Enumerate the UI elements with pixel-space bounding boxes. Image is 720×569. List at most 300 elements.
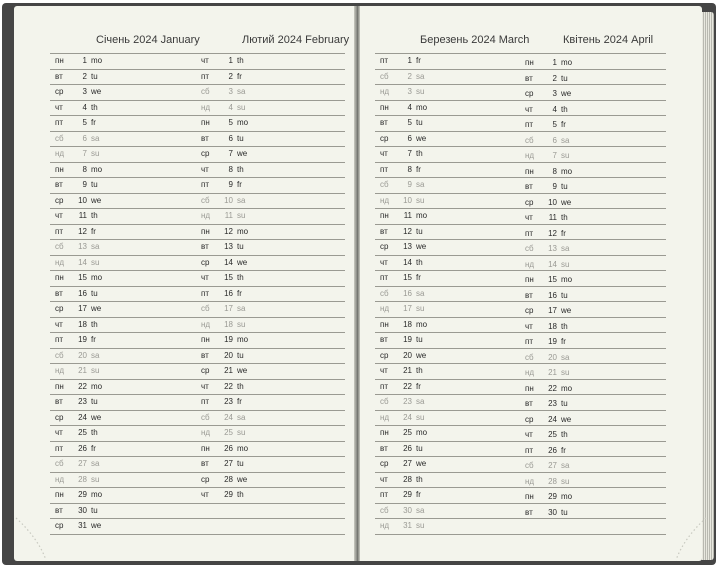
day-entry	[201, 227, 248, 236]
day-entry	[380, 165, 421, 174]
day-number: 17	[403, 304, 412, 313]
day-number: 7	[228, 149, 233, 158]
weekday-en: we	[91, 412, 102, 422]
day-entry	[380, 180, 424, 189]
weekday-ua: нд	[201, 102, 211, 112]
weekday-en: th	[416, 257, 423, 267]
day-entry	[380, 444, 423, 453]
day-entry	[55, 258, 99, 267]
weekday-ua: ср	[55, 304, 64, 313]
ruled-line	[50, 100, 345, 101]
ruled-line	[375, 301, 666, 302]
weekday-en: sa	[237, 304, 246, 313]
weekday-en: tu	[91, 505, 98, 515]
day-number: 21	[548, 368, 557, 377]
day-entry	[525, 120, 566, 129]
day-entry	[55, 335, 96, 344]
ruled-line	[50, 69, 345, 70]
ruled-line	[375, 239, 666, 240]
day-entry	[201, 351, 244, 360]
weekday-en: mo	[91, 56, 103, 65]
weekday-ua: сб	[525, 244, 534, 253]
day-entry	[201, 165, 244, 174]
day-number: 15	[403, 273, 412, 282]
weekday-en: sa	[416, 397, 425, 406]
ruled-line	[375, 441, 666, 442]
ruled-line	[50, 162, 345, 163]
ruled-line	[50, 193, 345, 194]
day-entry	[201, 459, 244, 468]
day-entry	[201, 196, 245, 205]
day-number: 18	[224, 319, 233, 329]
day-entry	[201, 72, 242, 81]
day-number: 4	[552, 104, 557, 114]
ruled-line	[375, 208, 666, 209]
day-number: 3	[228, 87, 233, 96]
weekday-en: su	[237, 102, 246, 112]
weekday-ua: чт	[525, 213, 533, 222]
weekday-ua: нд	[380, 304, 390, 313]
weekday-en: mo	[561, 492, 573, 501]
day-entry	[201, 180, 242, 189]
weekday-en: mo	[237, 118, 249, 127]
day-entry	[201, 56, 244, 65]
day-entry	[380, 118, 423, 127]
ruled-line	[375, 379, 666, 380]
ruled-line	[50, 286, 345, 287]
weekday-ua: ср	[201, 474, 210, 484]
weekday-en: sa	[416, 71, 425, 81]
ruled-line	[50, 224, 345, 225]
weekday-ua: нд	[525, 151, 535, 160]
weekday-ua: пн	[55, 273, 64, 282]
day-entry	[380, 149, 423, 158]
day-number: 11	[548, 213, 557, 222]
day-number: 25	[224, 428, 233, 437]
day-number: 30	[78, 505, 87, 515]
ruled-line	[50, 425, 345, 426]
weekday-ua: пн	[380, 102, 389, 112]
weekday-en: sa	[416, 505, 425, 515]
day-entry	[55, 382, 102, 391]
weekday-ua: чт	[201, 381, 209, 391]
weekday-ua: пт	[201, 180, 209, 189]
day-entry	[380, 397, 424, 406]
weekday-en: fr	[237, 180, 242, 189]
weekday-en: fr	[91, 118, 96, 127]
weekday-ua: пт	[201, 397, 209, 406]
weekday-ua: пт	[380, 490, 388, 499]
day-entry	[380, 428, 427, 437]
day-number: 23	[548, 399, 557, 408]
weekday-en: tu	[91, 180, 98, 189]
weekday-en: we	[416, 459, 427, 468]
day-number: 3	[552, 89, 557, 98]
day-number: 2	[552, 73, 557, 83]
day-entry	[201, 103, 245, 112]
weekday-ua: нд	[380, 521, 390, 530]
day-entry	[201, 149, 247, 158]
day-entry	[55, 428, 98, 437]
ruled-line	[50, 472, 345, 473]
ruled-line	[50, 177, 345, 178]
weekday-ua: сб	[525, 135, 534, 145]
weekday-en: mo	[237, 226, 249, 236]
day-number: 13	[78, 242, 87, 251]
weekday-en: we	[91, 87, 102, 96]
weekday-en: we	[237, 474, 248, 484]
weekday-en: mo	[561, 275, 573, 284]
weekday-en: mo	[91, 164, 103, 174]
day-entry	[55, 87, 101, 96]
day-number: 25	[78, 428, 87, 437]
day-entry	[525, 508, 568, 517]
day-entry	[55, 118, 96, 127]
ruled-line	[50, 503, 345, 504]
ruled-line	[50, 410, 345, 411]
ruled-line	[50, 239, 345, 240]
weekday-en: fr	[416, 381, 421, 391]
weekday-en: tu	[237, 350, 244, 360]
weekday-en: sa	[237, 195, 246, 205]
weekday-en: su	[237, 211, 246, 220]
ruled-line	[375, 69, 666, 70]
weekday-en: mo	[416, 428, 428, 437]
weekday-ua: вт	[525, 290, 533, 300]
weekday-ua: чт	[525, 430, 533, 439]
day-number: 14	[548, 259, 557, 269]
day-entry	[201, 134, 244, 143]
month-header-january: Січень 2024 January	[96, 34, 200, 46]
weekday-ua: пт	[201, 288, 209, 298]
weekday-ua: сб	[201, 195, 210, 205]
weekday-ua: сб	[380, 288, 389, 298]
day-entry	[525, 399, 568, 408]
weekday-en: su	[416, 87, 425, 96]
day-entry	[55, 320, 98, 329]
weekday-ua: ср	[201, 149, 210, 158]
day-number: 22	[78, 381, 87, 391]
day-number: 15	[548, 275, 557, 284]
weekday-en: tu	[91, 71, 98, 81]
day-entry	[55, 211, 98, 220]
weekday-en: mo	[91, 490, 103, 499]
weekday-ua: сб	[525, 461, 534, 470]
weekday-ua: ср	[201, 257, 210, 267]
ruled-line	[375, 487, 666, 488]
day-number: 21	[403, 366, 412, 375]
weekday-en: fr	[416, 56, 421, 65]
weekday-en: mo	[561, 58, 573, 67]
weekday-ua: пт	[525, 120, 533, 129]
weekday-ua: ср	[525, 414, 534, 424]
day-entry	[380, 490, 421, 499]
weekday-ua: ср	[380, 133, 389, 143]
day-entry	[380, 134, 426, 143]
day-number: 10	[224, 195, 233, 205]
day-entry	[55, 227, 96, 236]
weekday-en: tu	[416, 443, 423, 453]
day-entry	[380, 366, 423, 375]
day-entry	[525, 477, 569, 486]
day-number: 29	[548, 492, 557, 501]
weekday-ua: пт	[201, 71, 209, 81]
day-number: 27	[78, 459, 87, 468]
weekday-en: tu	[91, 288, 98, 298]
day-entry	[525, 492, 572, 501]
day-number: 6	[407, 133, 412, 143]
day-number: 12	[548, 228, 557, 238]
day-number: 1	[552, 58, 557, 67]
weekday-en: we	[91, 304, 102, 313]
weekday-en: fr	[237, 397, 242, 406]
weekday-ua: вт	[380, 443, 388, 453]
day-entry	[201, 444, 248, 453]
ruled-line	[50, 518, 345, 519]
ruled-line	[375, 518, 666, 519]
day-number: 18	[78, 319, 87, 329]
day-entry	[201, 211, 245, 220]
weekday-ua: нд	[380, 87, 390, 96]
day-number: 15	[78, 273, 87, 282]
weekday-ua: ср	[55, 521, 64, 530]
weekday-ua: вт	[201, 242, 209, 251]
day-entry	[201, 490, 244, 499]
day-number: 4	[82, 102, 87, 112]
weekday-ua: чт	[380, 149, 388, 158]
weekday-en: th	[237, 56, 244, 65]
weekday-en: fr	[237, 71, 242, 81]
weekday-en: tu	[561, 507, 568, 517]
weekday-en: th	[416, 149, 423, 158]
weekday-ua: пт	[380, 381, 388, 391]
day-number: 25	[403, 428, 412, 437]
ruled-line	[50, 363, 345, 364]
day-entry	[525, 229, 566, 238]
ruled-line	[375, 84, 666, 85]
weekday-ua: сб	[525, 352, 534, 362]
weekday-ua: нд	[55, 257, 65, 267]
day-entry	[201, 242, 244, 251]
day-number: 28	[548, 476, 557, 486]
day-number: 6	[82, 133, 87, 143]
weekday-en: su	[416, 304, 425, 313]
weekday-ua: сб	[380, 505, 389, 515]
weekday-en: we	[416, 242, 427, 251]
weekday-en: tu	[561, 290, 568, 300]
weekday-en: su	[91, 474, 100, 484]
weekday-en: sa	[561, 244, 570, 253]
weekday-ua: сб	[201, 304, 210, 313]
weekday-en: th	[237, 273, 244, 282]
weekday-en: mo	[561, 383, 573, 393]
day-number: 28	[224, 474, 233, 484]
day-entry	[201, 366, 247, 375]
day-entry	[525, 415, 571, 424]
weekday-ua: вт	[525, 182, 533, 191]
day-number: 25	[548, 430, 557, 439]
day-entry	[525, 58, 572, 67]
day-number: 5	[82, 118, 87, 127]
weekday-en: mo	[416, 319, 428, 329]
day-entry	[380, 56, 421, 65]
ruled-line	[50, 487, 345, 488]
weekday-ua: ср	[55, 195, 64, 205]
weekday-ua: сб	[55, 459, 64, 468]
weekday-ua: нд	[525, 476, 535, 486]
day-number: 31	[78, 521, 87, 530]
weekday-en: su	[416, 412, 425, 422]
weekday-en: tu	[561, 182, 568, 191]
page-edges	[700, 12, 714, 560]
day-entry	[380, 459, 426, 468]
weekday-en: fr	[91, 335, 96, 344]
day-number: 23	[224, 397, 233, 406]
ruled-line	[50, 270, 345, 271]
day-entry	[525, 89, 571, 98]
weekday-ua: вт	[55, 71, 63, 81]
day-number: 27	[224, 459, 233, 468]
day-entry	[55, 103, 98, 112]
day-number: 1	[407, 56, 412, 65]
day-number: 28	[403, 474, 412, 484]
weekday-en: we	[237, 257, 248, 267]
weekday-en: mo	[91, 381, 103, 391]
day-entry	[201, 304, 245, 313]
weekday-en: sa	[561, 135, 570, 145]
day-number: 12	[224, 226, 233, 236]
weekday-en: tu	[416, 226, 423, 236]
day-number: 19	[224, 335, 233, 344]
day-entry	[201, 289, 242, 298]
weekday-en: we	[561, 197, 572, 207]
weekday-ua: пн	[55, 381, 64, 391]
weekday-en: we	[91, 195, 102, 205]
day-number: 6	[552, 135, 557, 145]
day-entry	[201, 258, 247, 267]
day-entry	[525, 337, 566, 346]
day-entry	[525, 151, 569, 160]
day-entry	[55, 444, 96, 453]
weekday-ua: пт	[525, 228, 533, 238]
weekday-en: mo	[237, 335, 249, 344]
weekday-ua: ср	[55, 87, 64, 96]
day-number: 30	[548, 507, 557, 517]
weekday-ua: вт	[525, 399, 533, 408]
day-entry	[380, 196, 424, 205]
day-number: 12	[403, 226, 412, 236]
ruled-line	[375, 177, 666, 178]
weekday-ua: нд	[525, 259, 535, 269]
weekday-ua: пт	[55, 443, 63, 453]
weekday-ua: пн	[55, 490, 64, 499]
weekday-en: su	[416, 521, 425, 530]
month-header-february: Лютий 2024 February	[242, 34, 350, 46]
day-entry	[380, 413, 424, 422]
weekday-en: su	[237, 428, 246, 437]
day-number: 17	[548, 306, 557, 315]
day-entry	[380, 304, 424, 313]
weekday-ua: пн	[525, 383, 534, 393]
day-entry	[380, 227, 423, 236]
weekday-en: th	[561, 104, 568, 114]
day-number: 17	[224, 304, 233, 313]
weekday-en: fr	[237, 288, 242, 298]
day-number: 16	[403, 288, 412, 298]
day-entry	[380, 382, 421, 391]
weekday-ua: ср	[525, 89, 534, 98]
day-entry	[525, 446, 566, 455]
ruled-line	[375, 534, 666, 535]
day-number: 2	[228, 71, 233, 81]
weekday-en: mo	[416, 102, 428, 112]
day-number: 16	[224, 288, 233, 298]
day-number: 3	[82, 87, 87, 96]
weekday-en: we	[91, 521, 102, 530]
day-number: 7	[82, 149, 87, 158]
weekday-en: sa	[561, 461, 570, 470]
weekday-en: we	[561, 89, 572, 98]
weekday-en: we	[416, 350, 427, 360]
day-entry	[525, 384, 572, 393]
day-entry	[525, 198, 571, 207]
day-entry	[201, 118, 248, 127]
weekday-en: sa	[561, 352, 570, 362]
day-number: 27	[403, 459, 412, 468]
day-entry	[201, 320, 245, 329]
ruled-line	[50, 208, 345, 209]
ruled-line	[375, 456, 666, 457]
day-number: 17	[78, 304, 87, 313]
weekday-en: su	[91, 366, 100, 375]
day-number: 31	[403, 521, 412, 530]
weekday-ua: вт	[55, 505, 63, 515]
weekday-en: we	[561, 414, 572, 424]
weekday-ua: вт	[380, 118, 388, 127]
weekday-ua: ср	[380, 459, 389, 468]
weekday-en: th	[416, 366, 423, 375]
ruled-line	[375, 270, 666, 271]
weekday-ua: пн	[55, 164, 64, 174]
weekday-ua: вт	[55, 397, 63, 406]
weekday-en: mo	[416, 211, 428, 220]
weekday-en: th	[91, 319, 98, 329]
day-number: 21	[78, 366, 87, 375]
weekday-en: sa	[91, 133, 100, 143]
day-entry	[380, 475, 423, 484]
ruled-line	[375, 503, 666, 504]
weekday-ua: чт	[201, 273, 209, 282]
month-header-april: Квітень 2024 April	[563, 34, 654, 46]
ruled-line	[50, 301, 345, 302]
day-entry	[525, 322, 568, 331]
day-number: 8	[82, 164, 87, 174]
ruled-line	[50, 115, 345, 116]
book-spine	[354, 6, 360, 561]
weekday-en: tu	[237, 459, 244, 468]
ruled-line	[375, 100, 666, 101]
weekday-ua: ср	[380, 242, 389, 251]
day-number: 11	[403, 211, 412, 220]
ruled-line	[50, 394, 345, 395]
day-number: 1	[82, 56, 87, 65]
day-number: 9	[552, 182, 557, 191]
day-entry	[525, 213, 568, 222]
day-entry	[525, 291, 568, 300]
ruled-line	[375, 472, 666, 473]
page-corner-perforation-right	[650, 502, 710, 562]
day-entry	[380, 506, 424, 515]
